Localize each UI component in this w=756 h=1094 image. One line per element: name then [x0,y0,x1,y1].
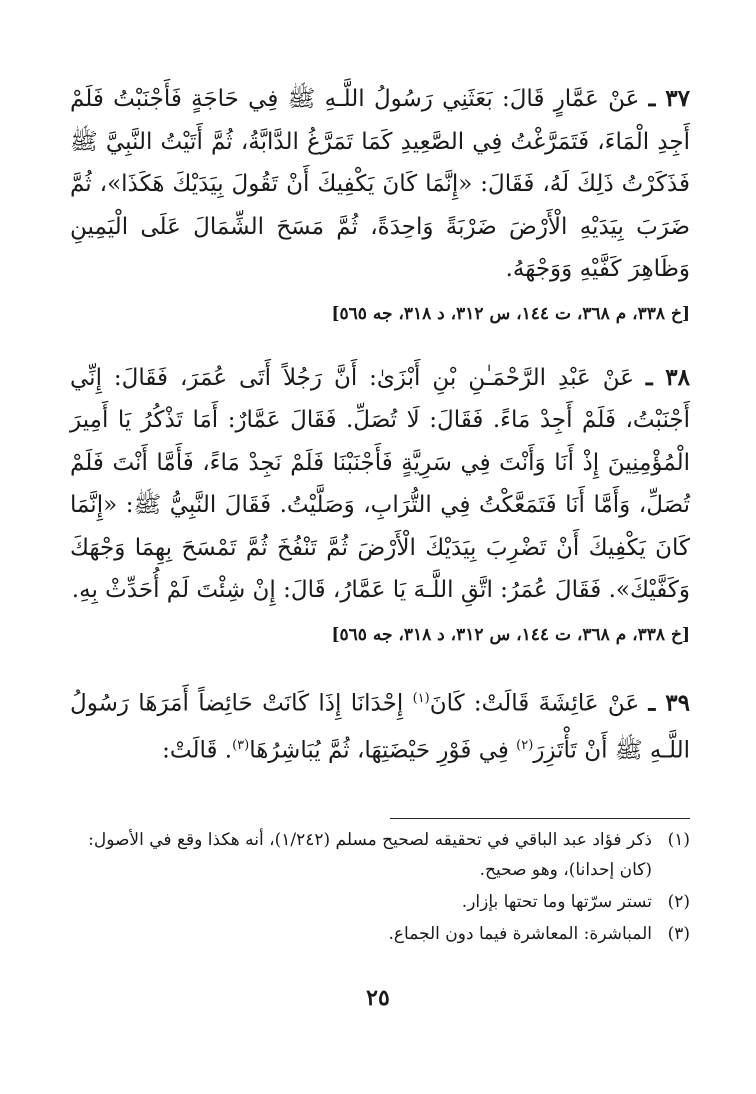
footnote-mark: (٣) [667,924,690,944]
hadith-37 [70,78,690,291]
hadith-39 [70,678,690,772]
hadith-number: ٣٧ ـ [648,85,691,112]
hadith-text: . قَالَتْ: [162,737,233,764]
footnote-text: المباشرة: المعاشرة فيما دون الجماع. [388,924,652,944]
hadith-text: عَنْ عَبْدِ الرَّحْمَـٰنِ بْنِ أَبْزَىٰ: أَنَّ رَجُلاً أَتَى عُمَرَ، فَقَالَ: إِنِّي أَجْنَبْتُ، فَلَمْ أَجِدْ مَاءً. فَقَالَ: لَا تُصَلِّ. فَقَالَ عَمَّارٌ: أَمَا تَذْكُرُ يَا أَمِيرَ الْمُؤْمِنِينَ إِذْ أَنَا وَأَنْتَ فِي سَرِيَّةٍ فَأَجْنَبْنَا فَلَمْ نَجِدْ مَاءً، فَأَمَّا أَنْتَ فَلَمْ تُصَلِّ، وَأَمَّا أَنَا فَتَمَعَّكْتُ فِي التُّرَابِ، وَصَلَّيْتُ. فَقَالَ النَّبِيُّ ﷺ: «إِنَّمَا كَانَ يَكْفِيكَ أَنْ تَضْرِبَ بِيَدَيْكَ الْأَرْضَ ثُمَّ تَنْفُخَ ثُمَّ تَمْسَحَ بِهِمَا وَجْهَكَ وَكَفَّيْكَ». فَقَالَ عُمَرُ: اتَّقِ اللَّـهَ يَا عَمَّارُ، قَالَ: إِنْ شِئْتَ لَمْ أُحَدِّثْ بِهِ. [70,364,690,603]
footnote-mark: (١) [667,830,690,850]
hadith-number: ٣٨ ـ [645,363,690,391]
hadith-text: فِي فَوْرِ حَيْضَتِهَا، ثُمَّ يُبَاشِرُهَا [249,737,517,764]
footnote-marker: (١) [412,690,430,706]
footnotes [70,825,690,951]
page-number: ٢٥ [366,985,390,1011]
hadith-text: إِحْدَانَا إِذَا كَانَتْ حَائِضاً أَمَرَهَا رَسُولُ اللَّـهِ ﷺ أَنْ تَأْتَزِرَ [70,690,690,764]
footnote-text: تستر سرّتها وما تحتها بإزار. [461,892,652,912]
footnote-3 [70,919,690,949]
hadith-reference: [خ ٣٣٨، م ٣٦٨، ت ١٤٤، س ٣١٢، د ٣١٨، جه ٥٦٥] [331,303,690,324]
hadith-text: عَنْ عَمَّارٍ قَالَ: بَعَثَنِي رَسُولُ اللَّـهِ ﷺ فِي حَاجَةٍ فَأَجْنَبْتُ فَلَمْ أَجِدِ الْمَاءَ، فَتَمَرَّغْتُ فِي الصَّعِيدِ كَمَا تَمَرَّغُ الدَّابَّةُ، ثُمَّ أَتَيْتُ النَّبِيَّ ﷺ فَذَكَرْتُ ذَلِكَ لَهُ، فَقَالَ: «إِنَّمَا كَانَ يَكْفِيكَ أَنْ تَقُولَ بِيَدَيْكَ هَكَذَا»، ثُمَّ ضَرَبَ بِيَدَيْهِ الْأَرْضَ ضَرْبَةً وَاحِدَةً، ثُمَّ مَسَحَ الشِّمَالَ عَلَى الْيَمِينِ وَظَاهِرَ كَفَّيْهِ وَوَجْهَهُ. [70,86,690,282]
footnote-mark: (٢) [667,892,690,912]
footnote-text: ذكر فؤاد عبد الباقي في تحقيقه لصحيح مسلم (١/٢٤٢)، أنه هكذا وقع في الأصول: (كان إحدانا)، وهو صحيح. [88,830,652,880]
footnote-2 [70,887,690,917]
hadith-number: ٣٩ ـ [648,689,691,717]
footnote-marker: (٢) [516,737,534,753]
hadith-38 [70,357,690,612]
footnote-1 [70,825,690,885]
footnote-marker: (٣) [232,737,250,753]
hadith-reference: [خ ٣٣٨، م ٣٦٨، ت ١٤٤، س ٣١٢، د ٣١٨، جه ٥٦٥] [331,624,690,645]
footnote-separator [390,818,690,819]
page-body [70,78,690,772]
hadith-text: عَنْ عَائِشَةَ قَالَتْ: كَانَ [429,690,640,717]
